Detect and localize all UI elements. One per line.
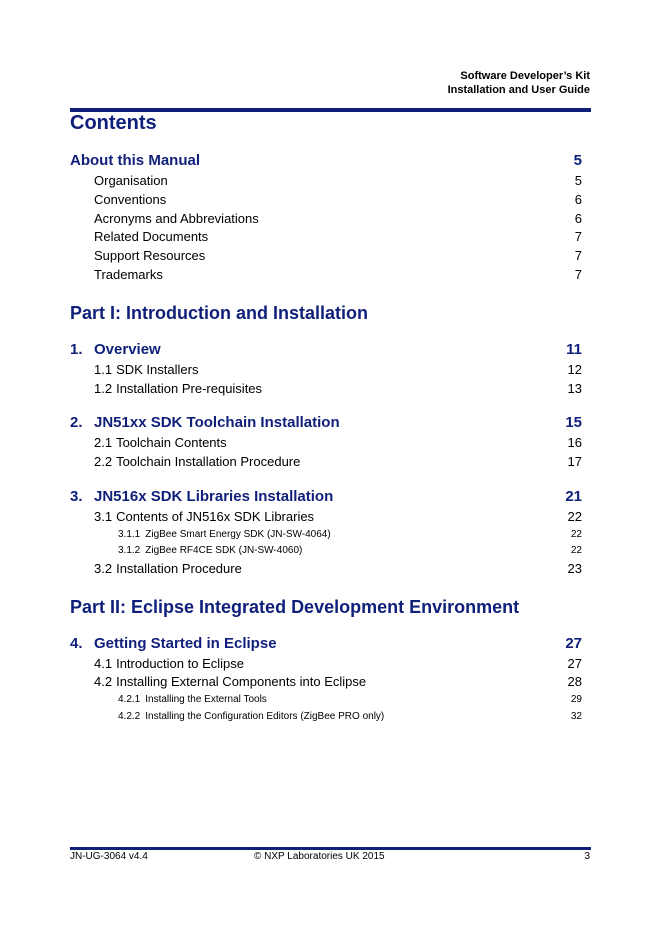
toc-entry-page: 7 [574,266,582,282]
toc-entry[interactable] [70,210,582,229]
subsection-number: 4.2.2 [118,710,141,722]
toc-entry-page: 7 [574,248,582,264]
chapter-title: Getting Started in Eclipse [94,634,277,652]
chapter-title: JN516x SDK Libraries Installation [94,487,334,505]
section-number: 3.2 [94,560,113,576]
section-number: 4.1 [94,655,113,671]
section-page: 12 [567,361,582,377]
footer-copyright: © NXP Laboratories UK 2015 [254,851,385,862]
toc-entry-title: Support Resources [94,248,206,264]
toc-entry-page: 6 [574,210,582,226]
section-number: 1.2 [94,380,113,396]
toc-entry-title: Conventions [94,191,167,207]
subsection-title: ZigBee Smart Energy SDK (JN-SW-4064) [145,528,331,540]
toc-entry-page: 7 [574,229,582,245]
toc-chapter-1[interactable] [70,339,582,361]
toc-chapter-4[interactable] [70,633,582,655]
subsection-page: 22 [570,528,582,540]
toc-entry[interactable] [70,247,582,266]
section-page: 13 [567,380,582,396]
footer-doc-id: JN-UG-3064 v4.4 [70,851,148,862]
toc-subsection[interactable] [70,709,582,726]
section-number: 2.1 [94,435,113,451]
chapter-page: 15 [565,414,582,432]
section-page: 17 [567,454,582,470]
running-header [448,69,590,97]
chapter-number: 1. [70,340,83,358]
toc-entry-title: About this Manual [70,152,200,169]
chapter-title: JN51xx SDK Toolchain Installation [94,414,340,432]
toc-entry-title: Organisation [94,173,168,188]
subsection-number: 3.1.2 [118,545,141,557]
section-title: Installation Procedure [116,560,242,576]
toc-section[interactable] [70,361,582,380]
toc-entry[interactable] [70,266,582,285]
page-title: Contents [70,112,157,134]
chapter-page: 27 [565,634,582,652]
section-page: 28 [567,674,582,690]
chapter-page: 21 [565,487,582,505]
toc-entry-page: 5 [573,152,582,169]
toc-section[interactable] [70,434,582,453]
chapter-title: Overview [94,340,161,358]
subsection-title: ZigBee RF4CE SDK (JN-SW-4060) [145,545,303,557]
chapter-number: 2. [70,414,83,432]
subsection-title: Installing the External Tools [145,694,267,706]
toc-chapter-3[interactable] [70,486,582,508]
toc-subsection[interactable] [70,543,582,560]
section-title: Installing External Components into Eclipse [116,674,367,690]
toc-section[interactable] [70,453,582,472]
subsection-page: 22 [570,545,582,557]
toc-entry[interactable] [70,172,582,191]
toc-entry-page: 6 [574,191,582,207]
subsection-page: 29 [570,694,582,706]
toc-section[interactable] [70,560,582,579]
chapter-number: 3. [70,487,83,505]
header-line-1: Software Developer’s Kit [460,70,590,82]
subsection-number: 4.2.1 [118,694,141,706]
section-number: 2.2 [94,454,113,470]
part-heading-1[interactable]: Part I: Introduction and Installation [70,302,369,323]
section-title: Contents of JN516x SDK Libraries [116,508,315,524]
chapter-page: 11 [566,340,582,358]
section-page: 22 [567,508,582,524]
toc-entry-about[interactable] [70,150,582,172]
toc-entry[interactable] [70,228,582,247]
part-heading-2[interactable]: Part II: Eclipse Integrated Development Environment [70,596,520,617]
section-number: 1.1 [94,361,113,377]
chapter-number: 4. [70,634,83,652]
subsection-page: 32 [570,710,582,722]
section-title: Introduction to Eclipse [116,655,244,671]
toc-entry-title: Acronyms and Abbreviations [94,210,259,226]
subsection-title: Installing the Configuration Editors (ZigBee PRO only) [145,710,385,722]
toc-entry-title: Trademarks [94,266,163,282]
toc-entry[interactable] [70,191,582,210]
toc-section[interactable] [70,380,582,399]
toc-section[interactable] [70,655,582,674]
footer-rule [70,847,591,850]
section-title: SDK Installers [116,361,199,377]
header-line-2: Installation and User Guide [447,84,590,96]
table-of-contents [70,150,582,725]
footer-page-number: 3 [584,851,590,862]
section-page: 16 [567,435,582,451]
toc-entry-title: Related Documents [94,229,209,245]
section-number: 4.2 [94,674,113,690]
toc-subsection[interactable] [70,527,582,544]
toc-section[interactable] [70,673,582,692]
section-number: 3.1 [94,508,113,524]
subsection-number: 3.1.1 [118,528,141,540]
section-title: Toolchain Installation Procedure [116,454,301,470]
toc-subsection[interactable] [70,692,582,709]
section-page: 23 [567,560,582,576]
section-page: 27 [567,655,582,671]
section-title: Installation Pre-requisites [116,380,263,396]
toc-section[interactable] [70,508,582,527]
toc-chapter-2[interactable] [70,412,582,434]
toc-entry-page: 5 [574,173,582,188]
section-title: Toolchain Contents [116,435,227,451]
